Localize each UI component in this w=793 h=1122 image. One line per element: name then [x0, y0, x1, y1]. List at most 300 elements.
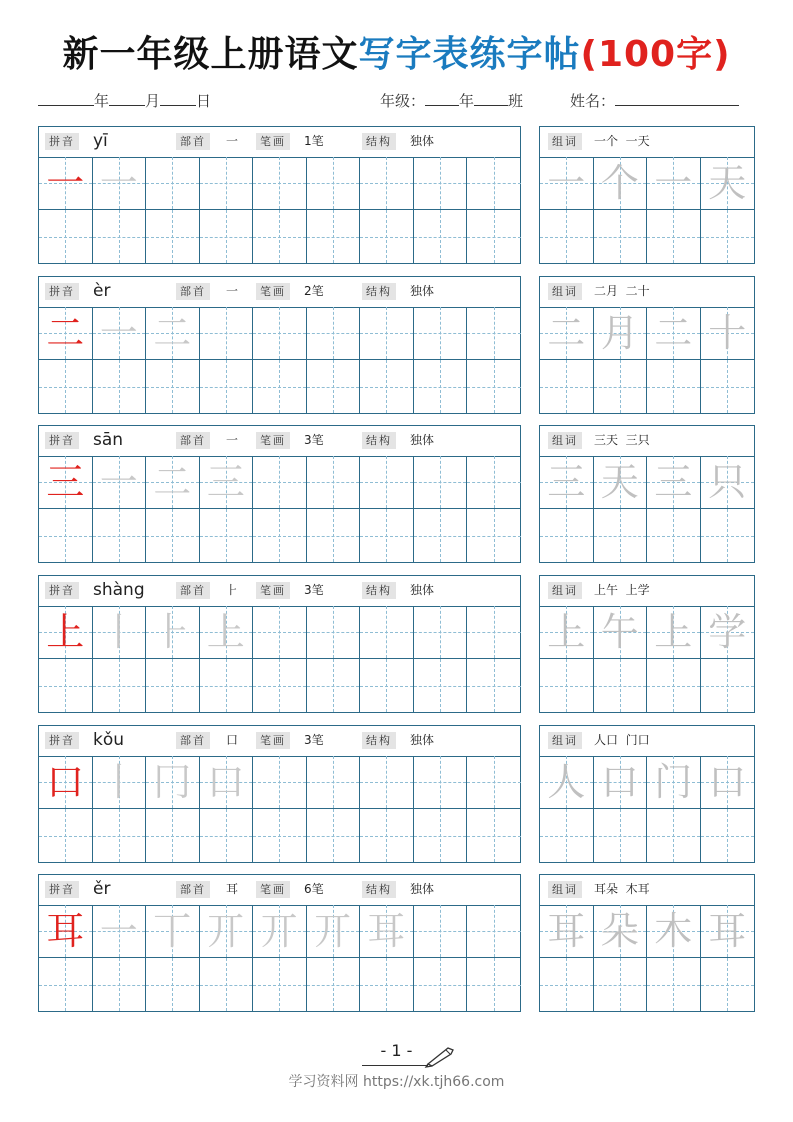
- guide-line: [494, 157, 495, 209]
- structure-value: 独体: [410, 134, 435, 148]
- guide-line: [386, 210, 387, 263]
- word-grid: [540, 157, 755, 263]
- guide-line: [279, 606, 280, 658]
- year-blank[interactable]: [38, 91, 94, 106]
- guide-line: [566, 958, 567, 1011]
- tianzi-cell[interactable]: [39, 210, 93, 263]
- tianzi-cell[interactable]: [701, 210, 755, 263]
- tianzi-cell[interactable]: [701, 307, 755, 360]
- trace-char: 一: [99, 460, 138, 504]
- tianzi-cell[interactable]: [360, 809, 414, 862]
- guide-line: [65, 958, 66, 1011]
- guide-line: [440, 360, 441, 413]
- guide-line: [620, 210, 621, 263]
- tianzi-cell[interactable]: [39, 360, 93, 413]
- tianzi-cell[interactable]: [253, 809, 307, 862]
- word-trace-char: 二: [654, 311, 693, 355]
- model-char: 一: [46, 161, 85, 205]
- tianzi-cell[interactable]: [467, 958, 521, 1011]
- tianzi-cell[interactable]: [594, 659, 648, 712]
- tianzi-cell[interactable]: [467, 905, 521, 958]
- guide-line: [386, 606, 387, 658]
- tianzi-cell[interactable]: [307, 360, 361, 413]
- tianzi-cell[interactable]: [253, 659, 307, 712]
- tianzi-cell[interactable]: [360, 958, 414, 1011]
- tianzi-cell[interactable]: [360, 157, 414, 210]
- tianzi-cell[interactable]: [307, 756, 361, 809]
- guide-line: [65, 210, 66, 263]
- guide-line: [386, 307, 387, 359]
- guide-line: [566, 809, 567, 862]
- tianzi-cell[interactable]: [93, 509, 147, 562]
- tianzi-cell[interactable]: [200, 456, 254, 509]
- tianzi-cell[interactable]: [93, 360, 147, 413]
- tianzi-cell[interactable]: [540, 606, 594, 659]
- tianzi-cell[interactable]: [467, 210, 521, 263]
- tianzi-cell[interactable]: [200, 659, 254, 712]
- tianzi-cell[interactable]: [93, 809, 147, 862]
- tianzi-cell[interactable]: [467, 307, 521, 360]
- guide-line: [673, 809, 674, 862]
- strokes-value: 3笔: [304, 433, 324, 447]
- tianzi-cell[interactable]: [540, 509, 594, 562]
- tianzi-cell[interactable]: [414, 360, 468, 413]
- tianzi-cell[interactable]: [146, 157, 200, 210]
- guide-line: [566, 360, 567, 413]
- tianzi-cell[interactable]: [540, 905, 594, 958]
- tianzi-cell[interactable]: [307, 606, 361, 659]
- word-info-header: [540, 127, 754, 158]
- radical-tag: 部首: [176, 283, 210, 300]
- model-char: 耳: [46, 909, 85, 953]
- tianzi-cell[interactable]: [467, 509, 521, 562]
- structure-value: 独体: [410, 733, 435, 747]
- writing-grid: [39, 756, 520, 862]
- tianzi-cell[interactable]: [594, 210, 648, 263]
- tianzi-cell[interactable]: [647, 210, 701, 263]
- pinyin-value: kǒu: [93, 730, 125, 750]
- tianzi-cell[interactable]: [540, 809, 594, 862]
- words-value: 上午 上学: [594, 583, 650, 597]
- name-blank[interactable]: [615, 91, 739, 106]
- date-line: [38, 90, 754, 114]
- tianzi-cell[interactable]: [540, 756, 594, 809]
- pinyin-value: sān: [93, 430, 124, 450]
- pinyin-tag: 拼音: [45, 881, 79, 898]
- tianzi-cell[interactable]: [594, 307, 648, 360]
- word-trace-char: 口: [600, 760, 639, 804]
- word-trace-char: 三: [654, 460, 693, 504]
- guide-line: [119, 958, 120, 1011]
- tianzi-cell[interactable]: [414, 157, 468, 210]
- tianzi-cell[interactable]: [93, 307, 147, 360]
- tianzi-cell[interactable]: [253, 958, 307, 1011]
- page-number: - 1 -: [380, 1041, 413, 1060]
- tianzi-cell[interactable]: [39, 659, 93, 712]
- tianzi-cell[interactable]: [39, 606, 93, 659]
- year-label: 年: [94, 92, 110, 110]
- tianzi-cell[interactable]: [307, 905, 361, 958]
- tianzi-cell[interactable]: [39, 809, 93, 862]
- guide-line: [333, 307, 334, 359]
- tianzi-cell[interactable]: [200, 809, 254, 862]
- tianzi-cell[interactable]: [146, 756, 200, 809]
- guide-line: [386, 659, 387, 712]
- tianzi-cell[interactable]: [594, 606, 648, 659]
- words-tag: 组词: [548, 133, 582, 150]
- char-practice-panel: [38, 725, 521, 863]
- guide-line: [226, 659, 227, 712]
- guide-line: [440, 307, 441, 359]
- tianzi-cell[interactable]: [39, 157, 93, 210]
- tianzi-cell[interactable]: [93, 958, 147, 1011]
- tianzi-cell[interactable]: [540, 958, 594, 1011]
- guide-line: [494, 606, 495, 658]
- radical-value: ⺊: [226, 583, 239, 597]
- tianzi-cell[interactable]: [307, 307, 361, 360]
- tianzi-cell[interactable]: [39, 307, 93, 360]
- tianzi-cell[interactable]: [414, 307, 468, 360]
- structure-tag: 结构: [362, 283, 396, 300]
- writing-grid: [39, 905, 520, 1011]
- tianzi-cell[interactable]: [540, 210, 594, 263]
- tianzi-cell[interactable]: [307, 659, 361, 712]
- tianzi-cell[interactable]: [307, 958, 361, 1011]
- tianzi-cell[interactable]: [146, 456, 200, 509]
- word-practice-panel: [539, 126, 755, 264]
- guide-line: [620, 659, 621, 712]
- guide-line: [727, 809, 728, 862]
- guide-line: [333, 606, 334, 658]
- guide-line: [440, 659, 441, 712]
- trace-char: ⺊: [153, 610, 192, 654]
- guide-line: [494, 905, 495, 957]
- char-info-header: [39, 875, 520, 906]
- radical-tag: 部首: [176, 432, 210, 449]
- tianzi-cell[interactable]: [647, 809, 701, 862]
- tianzi-cell[interactable]: [414, 659, 468, 712]
- word-trace-char: 门: [654, 760, 693, 804]
- guide-line: [333, 157, 334, 209]
- tianzi-cell[interactable]: [146, 905, 200, 958]
- tianzi-cell[interactable]: [414, 456, 468, 509]
- word-trace-char: 学: [708, 610, 747, 654]
- tianzi-cell[interactable]: [146, 307, 200, 360]
- guide-line: [172, 210, 173, 263]
- guide-line: [494, 958, 495, 1011]
- words-tag: 组词: [548, 283, 582, 300]
- word-grid: [540, 606, 755, 712]
- words-tag: 组词: [548, 732, 582, 749]
- tianzi-cell[interactable]: [253, 307, 307, 360]
- tianzi-cell[interactable]: [594, 905, 648, 958]
- tianzi-cell[interactable]: [200, 157, 254, 210]
- guide-line: [386, 809, 387, 862]
- pinyin-tag: 拼音: [45, 283, 79, 300]
- tianzi-cell[interactable]: [540, 659, 594, 712]
- word-trace-char: 月: [600, 311, 639, 355]
- tianzi-cell[interactable]: [467, 157, 521, 210]
- tianzi-cell[interactable]: [467, 606, 521, 659]
- tianzi-cell[interactable]: [200, 307, 254, 360]
- tianzi-cell[interactable]: [594, 756, 648, 809]
- tianzi-cell[interactable]: [647, 905, 701, 958]
- tianzi-cell[interactable]: [93, 210, 147, 263]
- tianzi-cell[interactable]: [93, 659, 147, 712]
- tianzi-cell[interactable]: [146, 809, 200, 862]
- tianzi-cell[interactable]: [414, 958, 468, 1011]
- char-practice-panel: [38, 276, 521, 414]
- tianzi-cell[interactable]: [647, 756, 701, 809]
- guide-line: [226, 360, 227, 413]
- tianzi-cell[interactable]: [594, 360, 648, 413]
- tianzi-cell[interactable]: [701, 809, 755, 862]
- tianzi-cell[interactable]: [93, 157, 147, 210]
- footer-line: [362, 1065, 428, 1066]
- class-label: 班: [508, 92, 524, 110]
- tianzi-cell[interactable]: [414, 809, 468, 862]
- char-practice-panel: [38, 126, 521, 264]
- month-label: 月: [145, 92, 161, 110]
- pen-icon: [424, 1044, 458, 1068]
- radical-value: 一: [226, 284, 239, 298]
- tianzi-cell[interactable]: [594, 509, 648, 562]
- tianzi-cell[interactable]: [540, 456, 594, 509]
- tianzi-cell[interactable]: [253, 509, 307, 562]
- tianzi-cell[interactable]: [467, 756, 521, 809]
- word-grid: [540, 756, 755, 862]
- tianzi-cell[interactable]: [307, 809, 361, 862]
- char-practice-panel: [38, 874, 521, 1012]
- tianzi-cell[interactable]: [414, 905, 468, 958]
- guide-line: [620, 360, 621, 413]
- tianzi-cell[interactable]: [360, 905, 414, 958]
- tianzi-cell[interactable]: [307, 157, 361, 210]
- day-label: 日: [196, 92, 212, 110]
- tianzi-cell[interactable]: [594, 958, 648, 1011]
- guide-line: [494, 456, 495, 508]
- guide-line: [727, 659, 728, 712]
- strokes-value: 2笔: [304, 284, 324, 298]
- guide-line: [386, 456, 387, 508]
- radical-value: 一: [226, 134, 239, 148]
- word-trace-char: 朵: [600, 909, 639, 953]
- tianzi-cell[interactable]: [146, 606, 200, 659]
- tianzi-cell[interactable]: [146, 360, 200, 413]
- guide-line: [65, 659, 66, 712]
- tianzi-cell[interactable]: [467, 659, 521, 712]
- guide-line: [333, 509, 334, 562]
- tianzi-cell[interactable]: [647, 157, 701, 210]
- word-trace-char: 天: [708, 161, 747, 205]
- char-info-header: [39, 726, 520, 757]
- structure-value: 独体: [410, 583, 435, 597]
- tianzi-cell[interactable]: [39, 905, 93, 958]
- tianzi-cell[interactable]: [467, 360, 521, 413]
- word-trace-char: 十: [708, 311, 747, 355]
- tianzi-cell[interactable]: [93, 606, 147, 659]
- tianzi-cell[interactable]: [253, 210, 307, 263]
- tianzi-cell[interactable]: [93, 756, 147, 809]
- class-blank[interactable]: [474, 91, 508, 106]
- tianzi-cell[interactable]: [701, 606, 755, 659]
- grade-year-label: 年: [459, 92, 475, 110]
- guide-line: [226, 509, 227, 562]
- title-part3: (100字): [580, 34, 731, 75]
- radical-tag: 部首: [176, 732, 210, 749]
- tianzi-cell[interactable]: [200, 905, 254, 958]
- tianzi-cell[interactable]: [540, 307, 594, 360]
- guide-line: [440, 905, 441, 957]
- tianzi-cell[interactable]: [414, 210, 468, 263]
- guide-line: [333, 756, 334, 808]
- pinyin-value: shàng: [93, 580, 145, 600]
- tianzi-cell[interactable]: [540, 360, 594, 413]
- tianzi-cell[interactable]: [307, 509, 361, 562]
- tianzi-cell[interactable]: [360, 509, 414, 562]
- tianzi-cell[interactable]: [253, 905, 307, 958]
- tianzi-cell[interactable]: [701, 659, 755, 712]
- trace-char: 丌: [313, 909, 352, 953]
- guide-line: [172, 360, 173, 413]
- word-info-header: [540, 726, 754, 757]
- tianzi-cell[interactable]: [701, 456, 755, 509]
- tianzi-cell[interactable]: [39, 456, 93, 509]
- tianzi-cell[interactable]: [414, 756, 468, 809]
- char-info-header: [39, 277, 520, 308]
- word-trace-char: 一: [654, 161, 693, 205]
- trace-char: 二: [153, 311, 192, 355]
- radical-value: 一: [226, 433, 239, 447]
- tianzi-cell[interactable]: [200, 756, 254, 809]
- char-info-header: [39, 127, 520, 158]
- tianzi-cell[interactable]: [200, 210, 254, 263]
- tianzi-cell[interactable]: [647, 606, 701, 659]
- tianzi-cell[interactable]: [39, 958, 93, 1011]
- tianzi-cell[interactable]: [200, 360, 254, 413]
- day-blank[interactable]: [160, 91, 196, 106]
- structure-tag: 结构: [362, 133, 396, 150]
- tianzi-cell[interactable]: [594, 456, 648, 509]
- guide-line: [727, 958, 728, 1011]
- tianzi-cell[interactable]: [360, 360, 414, 413]
- word-trace-char: 耳: [547, 909, 586, 953]
- guide-line: [440, 456, 441, 508]
- guide-line: [333, 958, 334, 1011]
- tianzi-cell[interactable]: [647, 360, 701, 413]
- tianzi-cell[interactable]: [39, 509, 93, 562]
- tianzi-cell[interactable]: [360, 659, 414, 712]
- title-part2: 写字表练字帖: [358, 34, 581, 75]
- tianzi-cell[interactable]: [647, 958, 701, 1011]
- tianzi-cell[interactable]: [200, 606, 254, 659]
- tianzi-cell[interactable]: [540, 157, 594, 210]
- words-value: 耳朵 木耳: [594, 882, 650, 896]
- word-practice-panel: [539, 575, 755, 713]
- strokes-tag: 笔画: [256, 133, 290, 150]
- guide-line: [119, 659, 120, 712]
- word-trace-char: 只: [708, 460, 747, 504]
- guide-line: [172, 958, 173, 1011]
- tianzi-cell[interactable]: [39, 756, 93, 809]
- grade-label: 年级：: [380, 92, 426, 110]
- tianzi-cell[interactable]: [467, 809, 521, 862]
- tianzi-cell[interactable]: [360, 307, 414, 360]
- char-info-header: [39, 426, 520, 457]
- tianzi-cell[interactable]: [146, 958, 200, 1011]
- tianzi-cell[interactable]: [701, 509, 755, 562]
- tianzi-cell[interactable]: [146, 210, 200, 263]
- tianzi-cell[interactable]: [414, 509, 468, 562]
- word-trace-char: 上: [654, 610, 693, 654]
- strokes-tag: 笔画: [256, 283, 290, 300]
- tianzi-cell[interactable]: [307, 456, 361, 509]
- tianzi-cell[interactable]: [253, 606, 307, 659]
- pinyin-tag: 拼音: [45, 582, 79, 599]
- trace-char: 上: [206, 610, 245, 654]
- word-info-header: [540, 426, 754, 457]
- tianzi-cell[interactable]: [414, 606, 468, 659]
- guide-line: [727, 210, 728, 263]
- tianzi-cell[interactable]: [146, 659, 200, 712]
- writing-grid: [39, 307, 520, 413]
- guide-line: [119, 509, 120, 562]
- tianzi-cell[interactable]: [253, 157, 307, 210]
- tianzi-cell[interactable]: [701, 360, 755, 413]
- tianzi-cell[interactable]: [647, 659, 701, 712]
- tianzi-cell[interactable]: [253, 360, 307, 413]
- guide-line: [65, 809, 66, 862]
- tianzi-cell[interactable]: [146, 509, 200, 562]
- tianzi-cell[interactable]: [253, 456, 307, 509]
- word-info-header: [540, 277, 754, 308]
- words-value: 三天 三只: [594, 433, 650, 447]
- name-label: 姓名：: [570, 92, 616, 110]
- grade-blank[interactable]: [425, 91, 459, 106]
- month-blank[interactable]: [109, 91, 145, 106]
- tianzi-cell[interactable]: [93, 456, 147, 509]
- tianzi-cell[interactable]: [647, 456, 701, 509]
- guide-line: [673, 509, 674, 562]
- tianzi-cell[interactable]: [253, 756, 307, 809]
- tianzi-cell[interactable]: [594, 809, 648, 862]
- tianzi-cell[interactable]: [307, 210, 361, 263]
- tianzi-cell[interactable]: [360, 756, 414, 809]
- tianzi-cell[interactable]: [467, 456, 521, 509]
- tianzi-cell[interactable]: [594, 157, 648, 210]
- tianzi-cell[interactable]: [647, 509, 701, 562]
- tianzi-cell[interactable]: [200, 509, 254, 562]
- tianzi-cell[interactable]: [93, 905, 147, 958]
- page-title: [0, 26, 793, 77]
- guide-line: [279, 157, 280, 209]
- strokes-tag: 笔画: [256, 881, 290, 898]
- radical-tag: 部首: [176, 133, 210, 150]
- tianzi-cell[interactable]: [360, 606, 414, 659]
- tianzi-cell[interactable]: [701, 958, 755, 1011]
- tianzi-cell[interactable]: [360, 456, 414, 509]
- tianzi-cell[interactable]: [701, 756, 755, 809]
- guide-line: [119, 809, 120, 862]
- tianzi-cell[interactable]: [701, 157, 755, 210]
- tianzi-cell[interactable]: [200, 958, 254, 1011]
- tianzi-cell[interactable]: [360, 210, 414, 263]
- strokes-value: 3笔: [304, 733, 324, 747]
- guide-line: [279, 509, 280, 562]
- tianzi-cell[interactable]: [701, 905, 755, 958]
- guide-line: [673, 659, 674, 712]
- tianzi-cell[interactable]: [647, 307, 701, 360]
